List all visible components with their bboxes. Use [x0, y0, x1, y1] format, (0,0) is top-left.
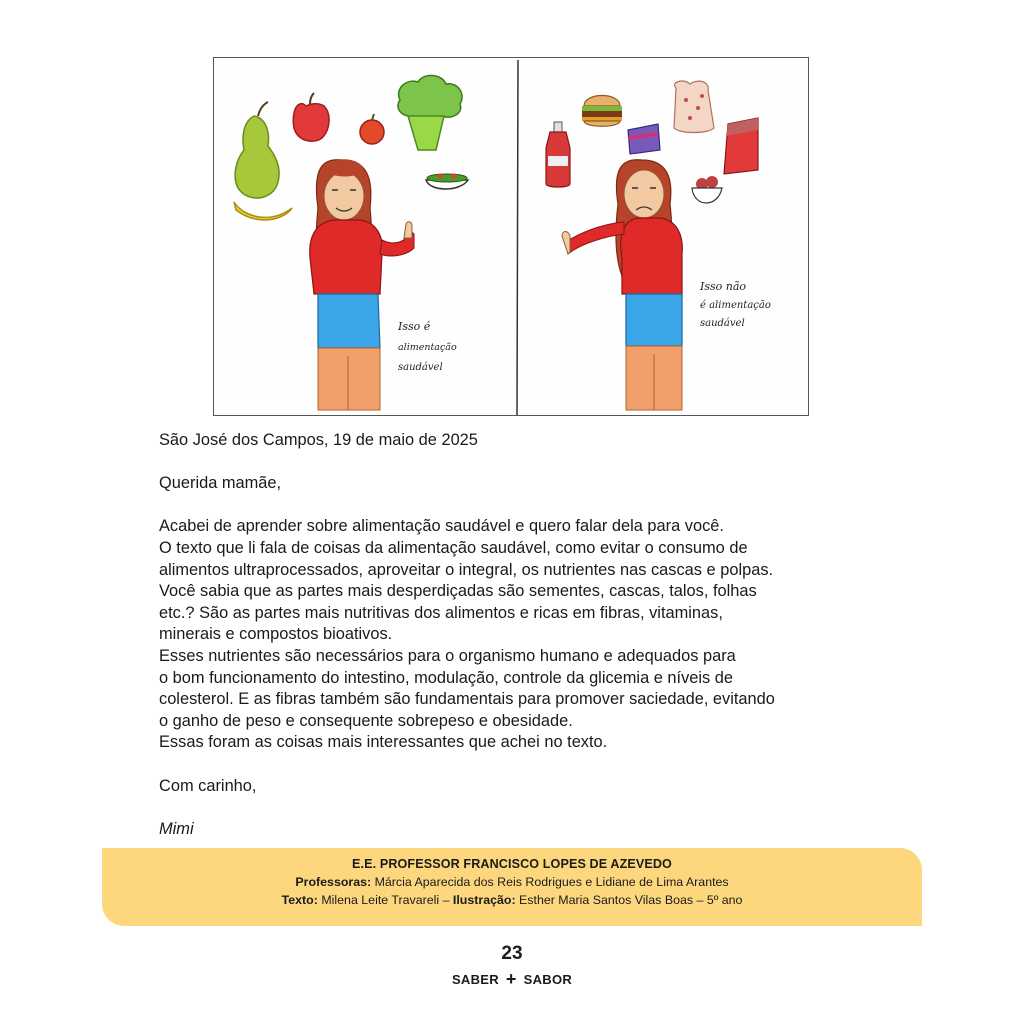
illustrator: Esther Maria Santos Vilas Boas – 5º ano: [519, 893, 743, 907]
brand-plus: +: [505, 969, 517, 989]
illustration-label: Ilustração:: [452, 893, 516, 907]
letter-line: o bom funcionamento do intestino, modulação, controle da glicemia e níveis de: [159, 668, 734, 687]
letter-line: O texto que li fala de coisas da alimentação saudável, como evitar o consumo de: [159, 538, 748, 557]
brand-left: SABER: [451, 972, 499, 987]
signature: Mimi: [159, 819, 194, 838]
letter-line: Esses nutrientes são necessários para o organismo humano e adequados para: [159, 646, 736, 665]
ice-cream-bowl-drawing: [692, 176, 722, 203]
salad-bowl-drawing: [426, 174, 468, 190]
burger-drawing: [582, 96, 622, 127]
school-name: E.E. PROFESSOR FRANCISCO LOPES DE AZEVEDO: [352, 857, 672, 871]
letter: [159, 430, 879, 840]
letter-line: Acabei de aprender sobre alimentação saudável e quero falar dela para você.: [159, 517, 724, 536]
left-caption-line-2: alimentação: [398, 342, 457, 353]
popcorn-drawing: [674, 81, 714, 132]
letter-line: Você sabia que as partes mais desperdiçadas são sementes, cascas, talos, folhas: [159, 582, 757, 601]
soda-bottle-drawing: [546, 122, 570, 187]
authors-line: [102, 893, 922, 907]
right-caption-line-1: Isso não: [700, 280, 747, 293]
brand-footer: [0, 969, 1024, 990]
credits-separator: –: [442, 893, 450, 907]
text-label: Texto:: [281, 893, 318, 907]
text-author: Milena Leite Travareli: [321, 893, 440, 907]
teachers-label: Professoras:: [295, 875, 372, 889]
pear-drawing: [235, 102, 279, 198]
credits-box: [102, 848, 922, 926]
apple-drawing: [293, 93, 329, 141]
girl-right-drawing: [562, 160, 682, 410]
broccoli-drawing: [398, 75, 462, 150]
illustration: [213, 57, 809, 416]
letter-line: colesterol. E as fibras também são fundamentais para promover saciedade, evitando: [159, 690, 775, 709]
tomato-drawing: [360, 114, 384, 144]
cake-drawing: [724, 118, 758, 174]
candy-drawing: [628, 124, 660, 154]
drawing-divider: [517, 60, 518, 415]
letter-line: alimentos ultraprocessados, aproveitar o integral, os nutrientes nas cascas e polpas.: [159, 560, 774, 579]
left-caption-line-1: Isso é: [398, 320, 431, 333]
closing: Com carinho,: [159, 776, 257, 795]
letter-line: minerais e compostos bioativos.: [159, 625, 393, 644]
left-caption-line-3: saudável: [398, 362, 443, 373]
teachers-line: [102, 875, 922, 889]
banana-drawing: [234, 202, 292, 220]
right-caption-line-3: saudável: [700, 318, 745, 329]
place-date: São José dos Campos, 19 de maio de 2025: [159, 431, 478, 449]
letter-line: etc.? São as partes mais nutritivas dos alimentos e ricas em fibras, vitaminas,: [159, 603, 723, 622]
letter-line: o ganho de peso e consequente sobrepeso e obesidade.: [159, 711, 573, 730]
teachers-names: Márcia Aparecida dos Reis Rodrigues e Lidiane de Lima Arantes: [374, 875, 729, 889]
letter-line: Essas foram as coisas mais interessantes que achei no texto.: [159, 733, 608, 752]
right-caption-line-2: é alimentação: [700, 300, 771, 311]
brand-right: SABOR: [523, 972, 573, 987]
drawing-svg: [214, 58, 810, 417]
page-number: 23: [501, 943, 523, 964]
greeting: Querida mamãe,: [159, 474, 282, 493]
